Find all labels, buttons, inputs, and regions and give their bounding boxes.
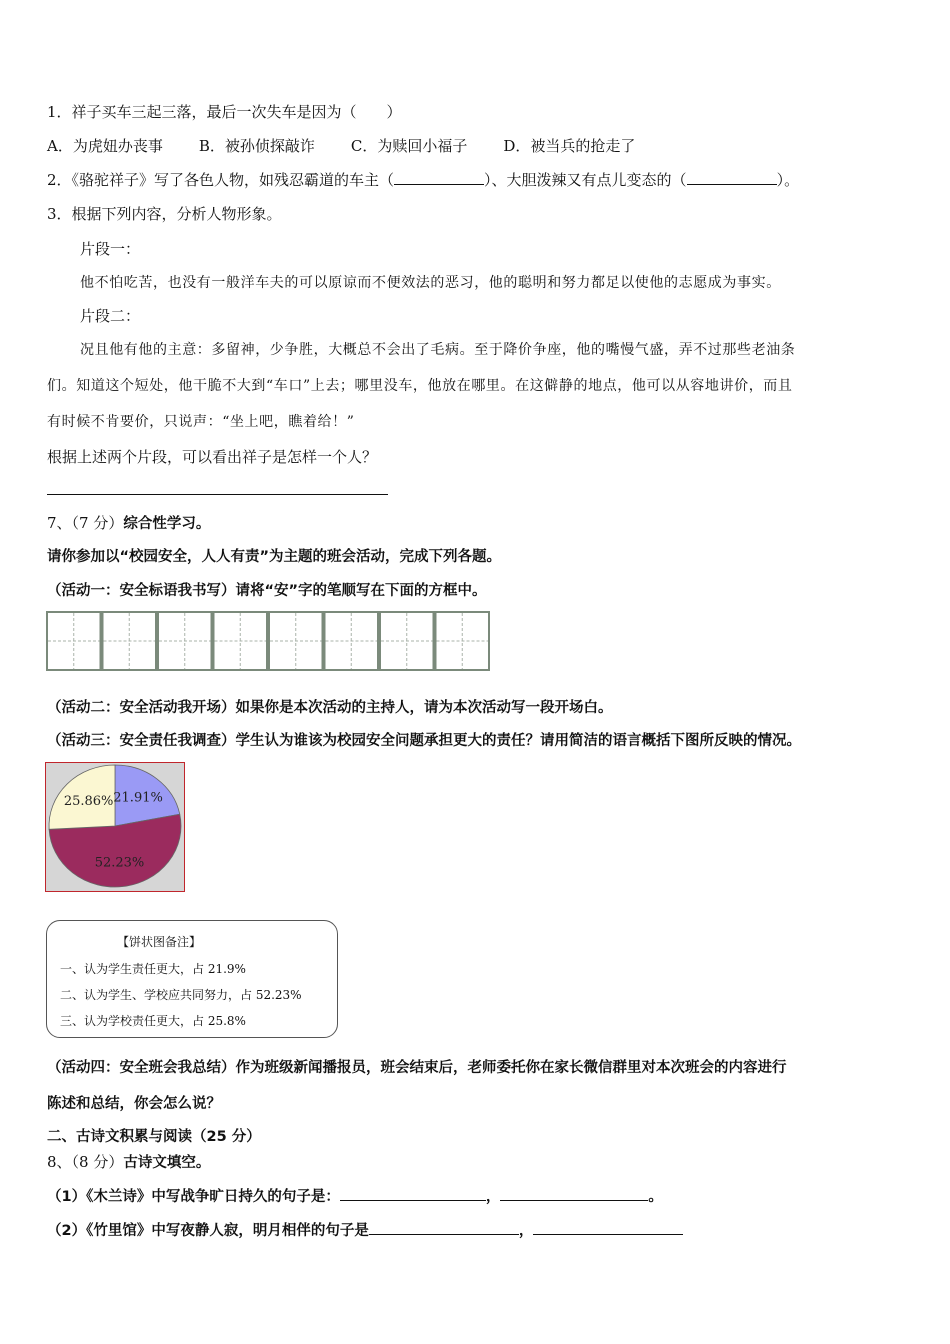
q3-fragment2-line1: 况且他有他的主意：多留神，少争胜，大概总不会出了毛病。至于降价争座，他的嘴慢气盛，弄不过那些老油条 [80, 342, 796, 358]
q8-line1-blank-2[interactable] [500, 1186, 648, 1201]
q1-option-b[interactable]: B．被孙侦探敲诈 [198, 137, 315, 155]
q3-question: 根据上述两个片段，可以看出祥子是怎样一个人？ [47, 448, 378, 466]
q8-line2-comma: ， [518, 1223, 534, 1239]
q8-line2-blank-1[interactable] [369, 1220, 519, 1235]
q8-line2-blank-2[interactable] [533, 1220, 683, 1235]
q7-number: 7、（7 分） [47, 514, 124, 532]
q7-activity1: （活动一：安全标语我书写）请将“安”字的笔顺写在下面的方框中。 [47, 583, 487, 599]
q8-line2 [47, 1220, 683, 1241]
q8-heading [47, 1152, 210, 1173]
note-item-3: 三、认为学校责任更大，占 25.8% [60, 1014, 246, 1028]
q8-line1-period: 。 [648, 1189, 663, 1205]
q3-fragment2-label: 片段二： [80, 307, 141, 325]
q2-part1: 2．《骆驼祥子》写了各色人物，如残忍霸道的车主（ [47, 171, 395, 189]
q8-title: 古诗文填空。 [123, 1155, 211, 1171]
note-title: 【饼状图备注】 [117, 935, 202, 949]
q3-fragment2-line2: 们。知道这个短处，他干脆不大到“车口”上去；哪里没车，他放在哪里。在这僻静的地点，他可以从容地讲价，而且 [47, 378, 793, 394]
pie-slice-label: 21.91% [113, 790, 163, 806]
pie-chart-frame [45, 762, 185, 892]
q8-line1 [47, 1186, 663, 1207]
q2-blank-1[interactable] [394, 170, 484, 185]
q7-activity2: （活动二：安全活动我开场）如果你是本次活动的主持人，请为本次活动写一段开场白。 [47, 700, 613, 716]
q1-option-c[interactable]: C．为赎回小福子 [350, 137, 468, 155]
q8-line1-blank-1[interactable] [340, 1186, 486, 1201]
q1-options [47, 136, 635, 156]
q7-activity4-line2: 陈述和总结，你会怎么说？ [47, 1096, 221, 1112]
q1-option-d[interactable]: D．被当兵的抢走了 [503, 137, 636, 155]
q3-fragment1-label: 片段一： [80, 240, 141, 258]
q2-part2: ）、大胆泼辣又有点儿变态的（ [484, 171, 687, 189]
q8-line1-text: （1）《木兰诗》中写战争旷日持久的句子是： [47, 1189, 340, 1205]
q2-part3: ）。 [776, 171, 800, 189]
q3-answer-line[interactable] [47, 494, 388, 495]
pie-slice-label: 25.86% [63, 793, 114, 809]
q7-intro: 请你参加以“校园安全，人人有责”为主题的班会活动，完成下列各题。 [47, 549, 502, 565]
q3-fragment1-text: 他不怕吃苦，也没有一般洋车夫的可以原谅而不便效法的恶习，他的聪明和努力都足以使他的志愿成为事实。 [80, 275, 781, 291]
q7-activity3: （活动三：安全责任我调查）学生认为谁该为校园安全问题承担更大的责任？请用简洁的语言概括下图所反映的情况。 [47, 733, 801, 749]
q2-line [47, 170, 799, 190]
q8-number: 8、（8 分） [47, 1153, 124, 1171]
q7-activity4-line1: （活动四：安全班会我总结）作为班级新闻播报员，班会结束后，老师委托你在家长微信群里对本次班会的内容进行 [47, 1060, 787, 1076]
q3-stem: 3．根据下列内容，分析人物形象。 [47, 205, 282, 223]
pie-chart-note [46, 920, 338, 1038]
q1-option-a[interactable]: A．为虎妞办丧事 [47, 137, 163, 155]
q8-line1-comma: ， [485, 1189, 501, 1205]
note-item-2: 二、认为学生、学校应共同努力，占 52.23% [60, 988, 302, 1002]
q7-title: 综合性学习。 [123, 516, 211, 532]
stroke-order-grid[interactable] [46, 611, 490, 671]
q7-heading [47, 513, 210, 534]
q1-stem: 1．祥子买车三起三落，最后一次失车是因为（ ） [47, 103, 402, 121]
q3-fragment2-line3: 有时候不肯要价，只说声：“坐上吧，瞧着给！” [47, 414, 355, 430]
note-item-1: 一、认为学生责任更大，占 21.9% [60, 962, 246, 976]
q2-blank-2[interactable] [687, 170, 777, 185]
pie-chart [46, 763, 184, 891]
section2-title: 二、古诗文积累与阅读（25 分） [47, 1129, 261, 1145]
pie-slice-label: 52.23% [94, 855, 145, 871]
q8-line2-text: （2）《竹里馆》中写夜静人寂，明月相伴的句子是 [47, 1223, 369, 1239]
